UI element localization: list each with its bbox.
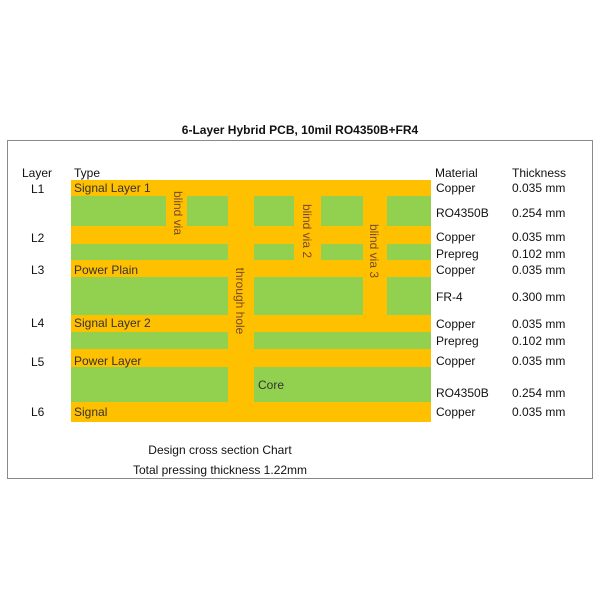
dielectric-prepreg-upper [387,244,431,260]
layer-id-l4: L4 [31,316,45,330]
layer-id-l2: L2 [31,231,45,245]
layer-type-signal-1: Signal Layer 1 [74,181,151,195]
thickness-row: 0.035 mm [512,230,566,244]
material-row: Copper [436,354,476,368]
material-row: Prepreg [436,334,479,348]
header-thickness: Thickness [512,166,567,180]
via-label-blind-1: blind via [171,190,185,236]
via-label-blind-3: blind via 3 [367,223,381,279]
dielectric-fr4 [254,277,363,315]
via-label-blind-2: blind via 2 [300,203,314,259]
thickness-row: 0.035 mm [512,181,566,195]
thickness-row: 0.300 mm [512,290,566,304]
material-row: Copper [436,263,476,277]
via-label-through-hole: through hole [233,267,247,335]
dielectric-ro4350b-top [321,196,363,226]
chart-title: 6-Layer Hybrid PCB, 10mil RO4350B+FR4 [181,123,419,137]
layer-type-power-plain: Power Plain [74,263,139,277]
dielectric-prepreg-upper [321,244,363,260]
layer-id-l3: L3 [31,263,45,277]
layer-type-power-layer: Power Layer [74,354,142,368]
header-material: Material [435,166,478,180]
material-row: RO4350B [436,206,489,220]
layer-type-signal: Signal [74,405,108,419]
layer-id-l5: L5 [31,355,45,369]
dielectric-fr4 [387,277,431,315]
thickness-row: 0.254 mm [512,206,566,220]
material-row: Copper [436,230,476,244]
material-row: RO4350B [436,386,489,400]
dielectric-ro4350b-top [387,196,431,226]
thickness-row: 0.035 mm [512,317,566,331]
layer-id-l6: L6 [31,405,45,419]
material-row: Prepreg [436,247,479,261]
caption-line-1: Design cross section Chart [148,443,292,457]
material-row: FR-4 [436,290,463,304]
thickness-row: 0.035 mm [512,263,566,277]
layer-type-signal-2: Signal Layer 2 [74,316,151,330]
thickness-row: 0.102 mm [512,247,566,261]
dielectric-prepreg-lower [254,332,431,349]
thickness-row: 0.035 mm [512,405,566,419]
header-layer: Layer [22,166,53,180]
material-row: Copper [436,317,476,331]
caption-line-2: Total pressing thickness 1.22mm [132,463,308,477]
thickness-row: 0.035 mm [512,354,566,368]
thickness-row: 0.102 mm [512,334,566,348]
material-row: Copper [436,181,476,195]
dielectric-prepreg-lower [71,332,228,349]
layer-id-l1: L1 [31,182,45,196]
header-type: Type [74,166,101,180]
dielectric-ro4350b-top [187,196,228,226]
dielectric-ro4350b-top [254,196,294,226]
material-row: Copper [436,405,476,419]
thickness-row: 0.254 mm [512,386,566,400]
dielectric-ro4350b-top [71,196,166,226]
dielectric-ro4350b-bottom [71,367,228,402]
dielectric-prepreg-upper [254,244,294,260]
dielectric-fr4 [71,277,228,315]
dielectric-prepreg-upper [71,244,228,260]
core-label: Core [258,378,285,392]
